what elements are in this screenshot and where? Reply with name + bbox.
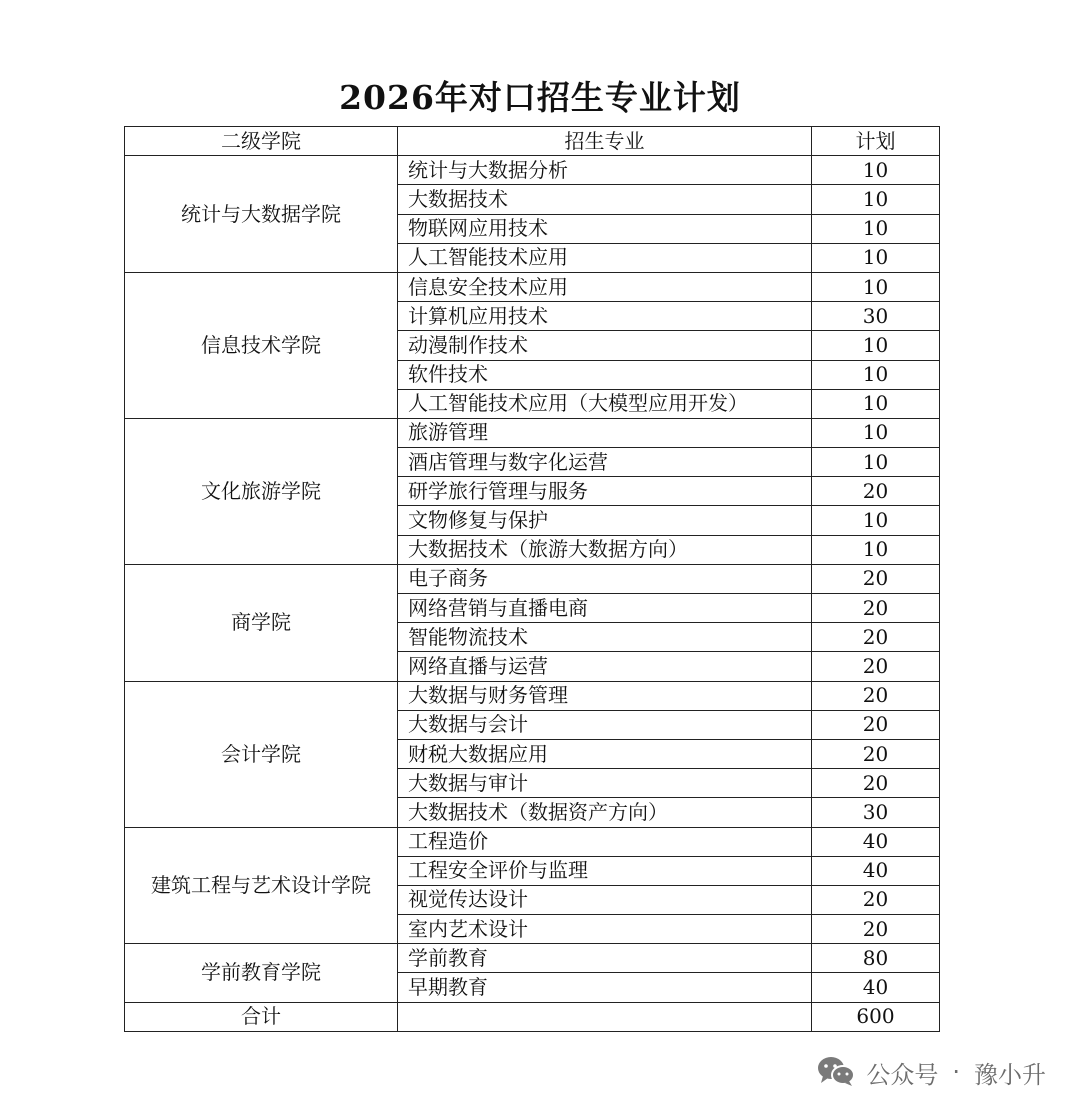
major-cell: 室内艺术设计 — [398, 915, 812, 944]
plan-cell: 20 — [812, 477, 940, 506]
watermark-account: 豫小升 — [974, 1060, 1046, 1089]
plan-cell: 10 — [812, 535, 940, 564]
watermark-label: 公众号 — [866, 1060, 939, 1089]
plan-cell: 20 — [812, 739, 940, 768]
header-major: 招生专业 — [398, 127, 812, 156]
wechat-icon — [816, 1055, 856, 1089]
plan-cell: 30 — [812, 798, 940, 827]
major-cell: 电子商务 — [398, 564, 812, 593]
header-college: 二级学院 — [125, 127, 398, 156]
plan-cell: 20 — [812, 885, 940, 914]
table-row — [125, 944, 940, 973]
major-cell: 视觉传达设计 — [398, 885, 812, 914]
major-cell: 信息安全技术应用 — [398, 272, 812, 301]
total-label: 合计 — [125, 1002, 398, 1031]
plan-cell: 40 — [812, 973, 940, 1002]
table-row — [125, 156, 940, 185]
plan-cell: 10 — [812, 243, 940, 272]
major-cell: 学前教育 — [398, 944, 812, 973]
major-cell: 物联网应用技术 — [398, 214, 812, 243]
major-cell: 早期教育 — [398, 973, 812, 1002]
plan-cell: 10 — [812, 156, 940, 185]
plan-cell: 20 — [812, 710, 940, 739]
major-cell: 大数据技术（数据资产方向） — [398, 798, 812, 827]
college-cell: 文化旅游学院 — [125, 418, 398, 564]
major-cell: 统计与大数据分析 — [398, 156, 812, 185]
college-cell: 学前教育学院 — [125, 944, 398, 1002]
plan-cell: 10 — [812, 185, 940, 214]
plan-cell: 10 — [812, 214, 940, 243]
major-cell: 酒店管理与数字化运营 — [398, 448, 812, 477]
major-cell: 人工智能技术应用 — [398, 243, 812, 272]
major-cell: 网络直播与运营 — [398, 652, 812, 681]
plan-cell: 10 — [812, 360, 940, 389]
major-cell: 大数据与审计 — [398, 769, 812, 798]
major-cell: 计算机应用技术 — [398, 302, 812, 331]
header-plan: 计划 — [812, 127, 940, 156]
college-cell: 商学院 — [125, 564, 398, 681]
plan-cell: 10 — [812, 272, 940, 301]
plan-cell: 40 — [812, 856, 940, 885]
plan-cell: 20 — [812, 769, 940, 798]
total-major-empty — [398, 1002, 812, 1031]
table-header-row — [125, 127, 940, 156]
plan-cell: 20 — [812, 915, 940, 944]
major-cell: 文物修复与保护 — [398, 506, 812, 535]
college-cell: 统计与大数据学院 — [125, 156, 398, 273]
total-value: 600 — [812, 1002, 940, 1031]
major-cell: 大数据技术（旅游大数据方向） — [398, 535, 812, 564]
table-row — [125, 827, 940, 856]
table-row — [125, 272, 940, 301]
plan-cell: 20 — [812, 564, 940, 593]
college-cell: 会计学院 — [125, 681, 398, 827]
major-cell: 人工智能技术应用（大模型应用开发） — [398, 389, 812, 418]
major-cell: 大数据与会计 — [398, 710, 812, 739]
major-cell: 工程安全评价与监理 — [398, 856, 812, 885]
major-cell: 财税大数据应用 — [398, 739, 812, 768]
watermark-separator: · — [952, 1058, 960, 1086]
plan-cell: 10 — [812, 389, 940, 418]
table-row — [125, 681, 940, 710]
major-cell: 动漫制作技术 — [398, 331, 812, 360]
table-body — [125, 156, 940, 1002]
plan-cell: 10 — [812, 506, 940, 535]
major-cell: 工程造价 — [398, 827, 812, 856]
college-cell: 建筑工程与艺术设计学院 — [125, 827, 398, 944]
major-cell: 大数据技术 — [398, 185, 812, 214]
plan-cell: 80 — [812, 944, 940, 973]
plan-cell: 10 — [812, 331, 940, 360]
total-row — [125, 1002, 940, 1031]
major-cell: 旅游管理 — [398, 418, 812, 447]
plan-cell: 20 — [812, 681, 940, 710]
enrollment-plan-table — [124, 126, 940, 1032]
plan-cell: 20 — [812, 623, 940, 652]
document-title: 2026年对口招生专业计划 — [339, 78, 741, 117]
major-cell: 网络营销与直播电商 — [398, 594, 812, 623]
table-row — [125, 564, 940, 593]
major-cell: 研学旅行管理与服务 — [398, 477, 812, 506]
plan-cell: 10 — [812, 418, 940, 447]
plan-cell: 40 — [812, 827, 940, 856]
table-row — [125, 418, 940, 447]
plan-cell: 30 — [812, 302, 940, 331]
major-cell: 智能物流技术 — [398, 623, 812, 652]
major-cell: 软件技术 — [398, 360, 812, 389]
plan-cell: 10 — [812, 448, 940, 477]
plan-cell: 20 — [812, 594, 940, 623]
major-cell: 大数据与财务管理 — [398, 681, 812, 710]
watermark — [816, 1052, 1046, 1092]
plan-cell: 20 — [812, 652, 940, 681]
college-cell: 信息技术学院 — [125, 272, 398, 418]
